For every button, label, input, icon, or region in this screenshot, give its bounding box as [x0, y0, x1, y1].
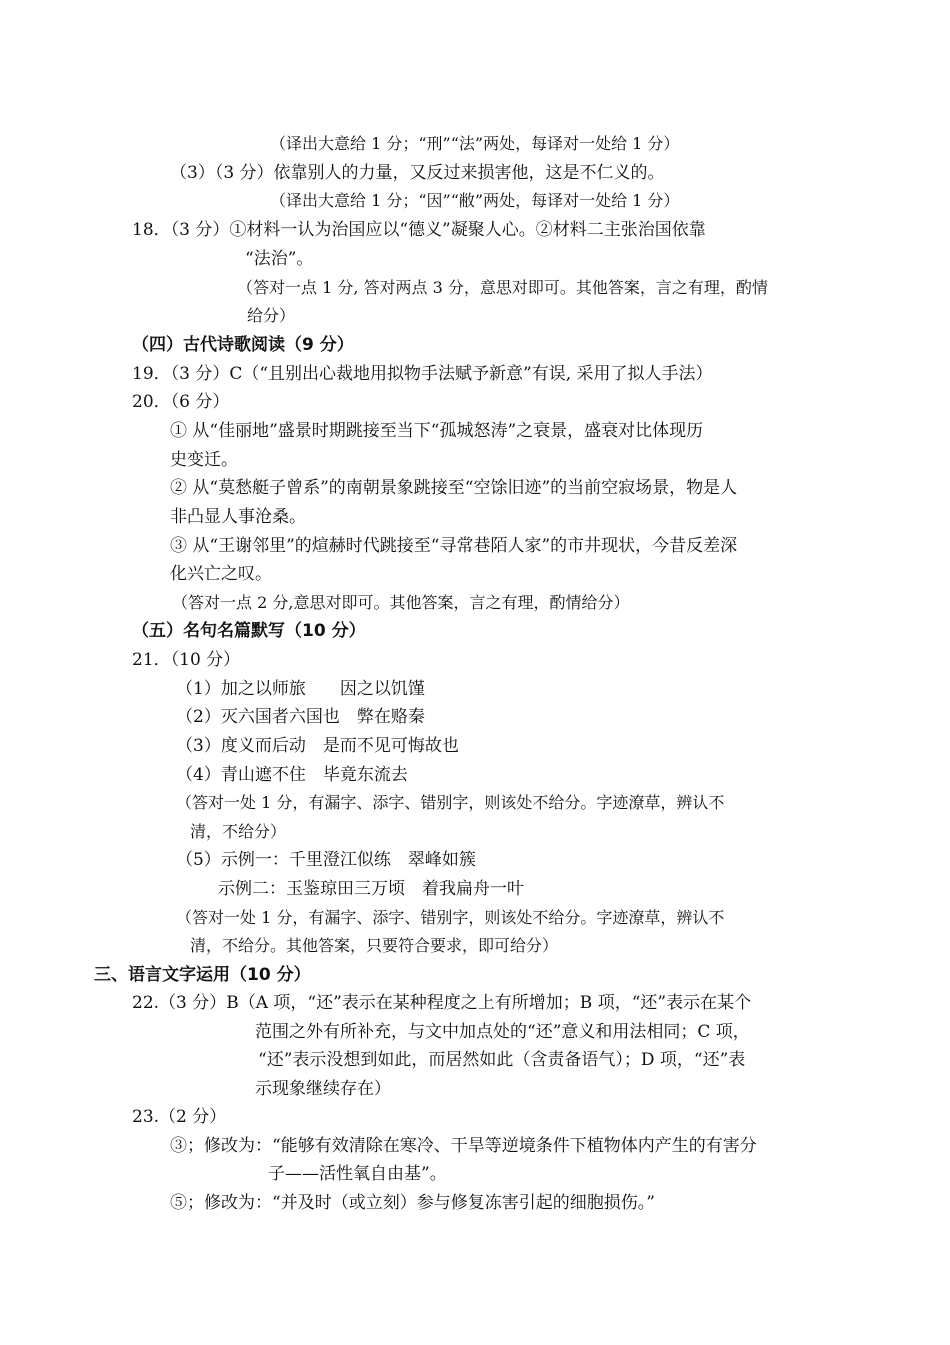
q22-answer: 22.（3 分）B（A 项，“还”表示在某种程度之上有所增加；B 项，“还”表示在某个: [132, 993, 752, 1013]
q20-heading: 20．（6 分）: [132, 392, 230, 412]
q18-scoring-note: （答对一点 1 分, 答对两点 3 分，意思对即可。其他答案，言之有理，酌情: [237, 278, 768, 297]
q20-point-3: ③ 从“王谢邻里”的煊赫时代跳接至“寻常巷陌人家”的市井现状，今昔反差深: [170, 536, 738, 556]
q17-3-scoring-note: （译出大意给 1 分；“因”“敝”两处，每译对一处给 1 分）: [270, 191, 680, 210]
q21-item-2: （2）灭六国者六国也 弊在赂秦: [176, 707, 425, 727]
q17-2-scoring-note: （译出大意给 1 分；“刑”“法”两处，每译对一处给 1 分）: [270, 134, 680, 153]
q20-point-2-cont: 非凸显人事沧桑。: [170, 507, 306, 527]
q20-scoring-note: （答对一点 2 分,意思对即可。其他答案，言之有理，酌情给分）: [172, 593, 630, 612]
q23-revision-5: ⑤；修改为：“并及时（或立刻）参与修复冻害引起的细胞损伤。”: [170, 1193, 655, 1213]
q21-scoring-note-2: （答对一处 1 分，有漏字、添字、错别字，则该处不给分。字迹潦草，辨认不: [176, 908, 725, 927]
q21-item-4: （4）青山遮不住 毕竟东流去: [176, 765, 408, 785]
q18-answer: 18．（3 分）①材料一认为治国应以“德义”凝聚人心。②材料二主张治国依靠: [132, 220, 706, 240]
q20-point-1-cont: 史变迁。: [170, 450, 238, 470]
q23-revision-3-cont: 子——活性氧自由基”。: [268, 1164, 447, 1184]
q21-scoring-note-2-cont: 清，不给分。其他答案，只要符合要求，即可给分）: [190, 936, 559, 955]
q21-scoring-note-1: （答对一处 1 分，有漏字、添字、错别字，则该处不给分。字迹潦草，辨认不: [176, 793, 725, 812]
q21-scoring-note-1-cont: 清，不给分）: [190, 822, 287, 841]
q22-answer-line-4: 示现象继续存在）: [255, 1079, 391, 1099]
q23-heading: 23.（2 分）: [132, 1107, 227, 1127]
q18-scoring-note-cont: 给分）: [247, 306, 296, 325]
q23-revision-3: ③；修改为：“能够有效清除在寒冷、干旱等逆境条件下植物体内产生的有害分: [170, 1136, 757, 1156]
q22-answer-line-2: 范围之外有所补充，与文中加点处的“还”意义和用法相同；C 项，: [255, 1022, 750, 1042]
q20-point-3-cont: 化兴亡之叹。: [170, 564, 272, 584]
q20-point-2: ② 从“莫愁艇子曾系”的南朝景象跳接至“空馀旧迹”的当前空寂场景，物是人: [170, 478, 738, 498]
q21-item-1: （1）加之以师旅 因之以饥馑: [176, 679, 425, 699]
section-heading-dictation: （五）名句名篇默写（10 分）: [132, 621, 366, 641]
q21-item-3: （3）度义而后动 是而不见可悔故也: [176, 736, 459, 756]
q20-point-1: ① 从“佳丽地”盛景时期跳接至当下“孤城怒涛”之衰景，盛衰对比体现历: [170, 421, 704, 441]
q18-answer-cont: “法治”。: [245, 249, 314, 269]
q21-item-5: （5）示例一：千里澄江似练 翠峰如簇: [176, 850, 476, 870]
q17-3-answer: （3）（3 分）依靠别人的力量，又反过来损害他，这是不仁义的。: [170, 163, 665, 183]
section-heading-poetry: （四）古代诗歌阅读（9 分）: [132, 335, 354, 355]
section-heading-language-use: 三、语言文字运用（10 分）: [94, 965, 311, 985]
q22-answer-line-3: “还”表示没想到如此，而居然如此（含责备语气）；D 项，“还”表: [258, 1050, 746, 1070]
q21-heading: 21．（10 分）: [132, 650, 241, 670]
q21-item-5-example-2: 示例二：玉鉴琼田三万顷 着我扁舟一叶: [218, 879, 524, 899]
q19-answer: 19．（3 分）C（“且别出心裁地用拟物手法赋予新意”有误, 采用了拟人手法）: [132, 364, 713, 384]
